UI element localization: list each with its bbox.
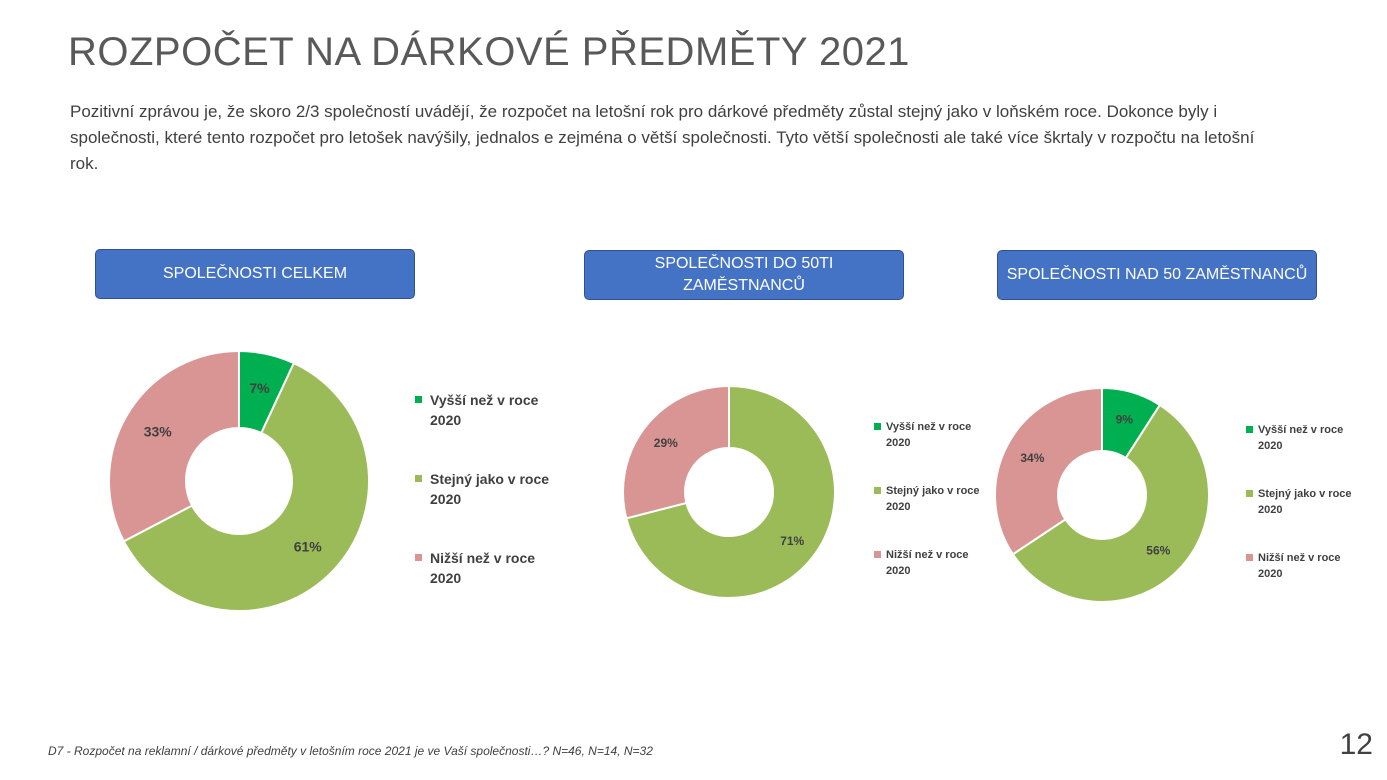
data-label-lower: 34% <box>1020 450 1045 465</box>
data-label-lower: 33% <box>143 423 172 440</box>
legend-total <box>415 390 550 627</box>
legend-item-same <box>874 483 984 515</box>
chart-header-large: SPOLEČNOSTI NAD 50 ZAMĚSTNANCŮ <box>997 250 1317 300</box>
data-label-same: 61% <box>293 538 322 555</box>
legend-label: Vyšší než v roce 2020 <box>1258 424 1344 452</box>
legend-item-same <box>1246 486 1356 518</box>
chart-header-small: SPOLEČNOSTI DO 50TI ZAMĚSTNANCŮ <box>584 250 904 300</box>
data-label-lower: 29% <box>653 436 678 451</box>
legend-swatch-higher <box>415 396 422 403</box>
intro-text: Pozitivní zprávou je, že skoro 2/3 společností uvádějí, že rozpočet na letošní rok pro dárkové předměty zůstal stejný jako v loňském roce. Dokonce byly i společnosti, které tento rozpočet pro letošek navýšily, jednalos e zejména o větší společnosti. Tyto větší společnosti ale také více škrtaly v rozpočtu na letošní rok. <box>70 102 1255 173</box>
legend-label: Vyšší než v roce 2020 <box>886 421 972 449</box>
legend-item-higher <box>874 419 984 451</box>
donut-slice-lower <box>623 386 729 518</box>
legend-label: Stejný jako v roce 2020 <box>886 485 980 513</box>
legend-swatch-lower <box>1246 554 1253 561</box>
legend-label: Nižší než v roce 2020 <box>1258 552 1341 580</box>
legend-swatch-same <box>415 475 422 482</box>
chart-header-total: SPOLEČNOSTI CELKEM <box>95 249 415 299</box>
donut-slice-lower <box>995 388 1102 554</box>
data-label-same: 71% <box>780 534 805 549</box>
legend-item-higher <box>415 390 550 430</box>
legend-item-lower <box>874 547 984 579</box>
donut-chart-small <box>614 377 844 607</box>
legend-item-lower <box>1246 550 1356 582</box>
legend-label: Stejný jako v roce 2020 <box>430 471 550 507</box>
donut-chart-total <box>99 341 379 621</box>
legend-item-lower <box>415 548 550 588</box>
legend-label: Stejný jako v roce 2020 <box>1258 488 1352 516</box>
legend-item-higher <box>1246 422 1356 454</box>
legend-item-same <box>415 469 550 509</box>
legend-swatch-higher <box>1246 426 1253 433</box>
footnote: D7 - Rozpočet na reklamní / dárkové předměty v letošním roce 2021 je ve Vaší společnosti…? N=46, N=14, N=32 <box>48 744 653 758</box>
data-label-higher: 7% <box>249 380 270 397</box>
page-number: 12 <box>1339 728 1373 761</box>
data-label-same: 56% <box>1146 543 1171 558</box>
legend-label: Vyšší než v roce 2020 <box>430 392 539 428</box>
legend-swatch-same <box>874 487 881 494</box>
legend-swatch-lower <box>415 554 422 561</box>
legend-label: Nižší než v roce 2020 <box>886 549 969 577</box>
legend-small <box>874 419 984 611</box>
page-title: ROZPOČET NA DÁRKOVÉ PŘEDMĚTY 2021 <box>68 30 910 74</box>
donut-slice-lower <box>109 351 239 541</box>
data-label-higher: 9% <box>1115 412 1133 427</box>
legend-large <box>1246 422 1356 614</box>
legend-label: Nižší než v roce 2020 <box>430 550 536 586</box>
legend-swatch-same <box>1246 490 1253 497</box>
legend-swatch-higher <box>874 423 881 430</box>
donut-chart-large <box>986 379 1218 611</box>
legend-swatch-lower <box>874 551 881 558</box>
